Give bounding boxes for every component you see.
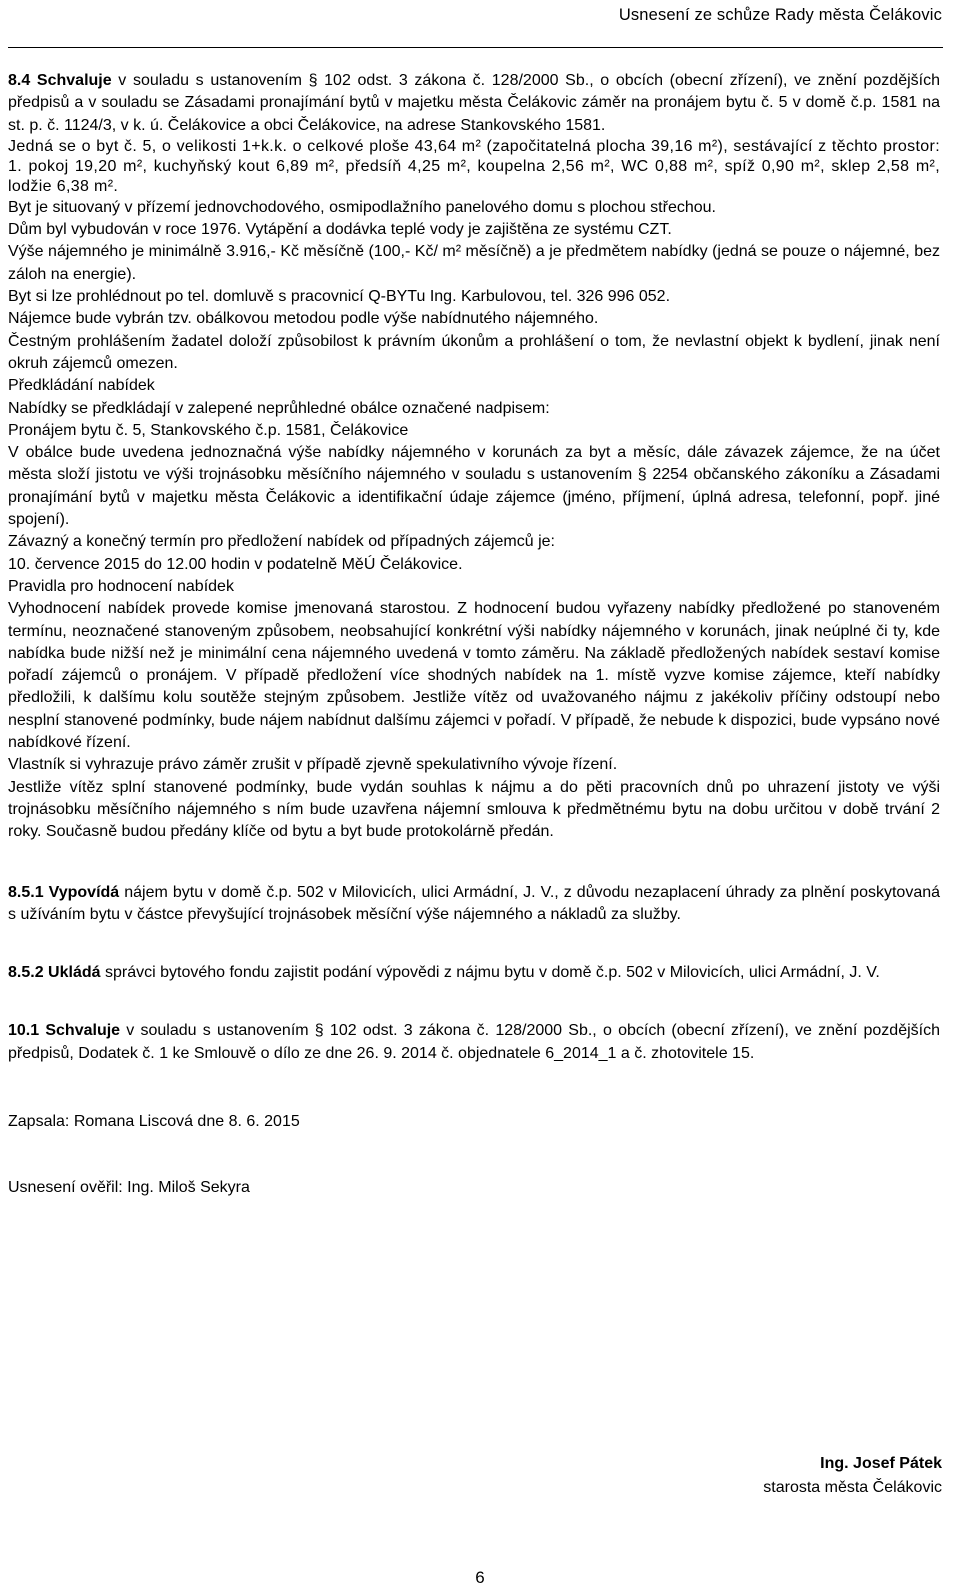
header-divider [8,47,943,48]
document-header-title: Usnesení ze schůze Rady města Čelákovic [618,6,942,24]
resolution-text: správci bytového fondu zajistit podání výpovědi z nájmu bytu v domě č.p. 502 v Milovicích, ulici Armádní, J. V. [104,964,880,982]
rent-amount: Výše nájemného je minimálně 3.916,- Kč měsíčně (100,- Kč/ m² měsíčně) a je předmětem nabídky (jedná se pouze o nájemné, bez záloh na energie). [8,243,940,283]
resolution-intro: v souladu s ustanovením § 102 odst. 3 zákona č. 128/2000 Sb., o obcích (obecní zřízení), ve znění pozdějších předpisů a v souladu se Zásadami pronajímání bytů v majetku města Čelákovic záměr na pronájem bytu č. 5 v domě č.p. 1581 na st. p. č. 1124/3, v k. ú. Čelákovice a obci Čelákovice, na adrese Stankovského 1581. [8,72,941,134]
resolution-keyword: Vypovídá [48,883,120,901]
building-description: Byt je situovaný v přízemí jednovchodového, osmipodlažního panelového domu s plochou střechou. [8,198,716,216]
resolution-10-1 [8,1020,940,1065]
resolution-8-5-1 [8,882,940,927]
signature-block [763,1452,942,1500]
deadline-date: 10. července 2015 do 12.00 hodin v podatelně MěÚ Čelákovice. [8,555,463,573]
resolution-number: 8.4 [8,72,31,89]
recorded-by: Zapsala: Romana Liscová dne 8. 6. 2015 [8,1112,300,1130]
building-year-heating: Dům byl vybudován v roce 1976. Vytápění a dodávka teplé vody je zajištěna ze systému CZT. [8,221,672,239]
deadline-intro: Závazný a konečný termín pro předložení nabídek od případných zájemců je: [8,533,555,551]
resolution-keyword: Schvaluje [45,1022,121,1040]
evaluation-rules: Vyhodnocení nabídek provede komise jmenovaná starostou. Z hodnocení budou vyřazeny nabídky předložené po stanoveném termínu, neoznačené stanoveným způsobem, neobsahující konkrétní výši nabídky nájemného v korunách, jinak neúplné či ty, kde nabídka bude nižší než je minimální cena nájemného uvedená v tomto záměru. Na základě předložených nabídek sestaví komise pořadí zájemců o pronájem. V případě předložení více shodných nabídek na 1. místě vyzve komise zájemce, kteří nabídky předložili, k dalšímu kolu soutěže stejným způsobem. Jestliže vítěz od uvažovaného nájmu z jakékoliv příčiny odstoupí nebo nesplní stanovené podmínky, bude nájem nabídnut dalšímu zájemci v pořadí. V případě, že nebude k dispozici, bude vypsáno nové nabídkové řízení. [8,600,940,752]
owner-reservation: Vlastník si vyhrazuje právo záměr zrušit v případě zjevně spekulativního vývoje řízení. [8,756,618,774]
resolution-8-4 [8,70,940,137]
resolution-number: 10.1 [8,1022,40,1040]
page-number: 6 [475,1568,485,1587]
resolution-8-5-2 [8,962,940,984]
verified-by: Usnesení ověřil: Ing. Miloš Sekyra [8,1179,250,1197]
resolution-body [8,70,940,1200]
offers-intro: Nabídky se předkládají v zalepené neprůhledné obálce označené nadpisem: [8,399,550,417]
offers-envelope-label: Pronájem bytu č. 5, Stankovského č.p. 1581, Čelákovice [8,421,409,439]
envelope-contents: V obálce bude uvedena jednoznačná výše nabídky nájemného v korunách za byt a měsíc, dále závazek zájemce, že na účet města složí jistotu ve výši trojnásobku měsíčního nájemného v souladu s ustanovením § 2254 občanského zákoníku a Zásadami pronajímání bytů v majetku města Čelákovic a identifikační údaje zájemce (jméno, příjmení, úplná adresa, telefonní, popř. jiné spojení). [8,444,940,529]
resolution-number: 8.5.2 [8,964,44,982]
flat-details: Jedná se o byt č. 5, o velikosti 1+k.k. o celkové ploše 43,64 m² (započitatelná plocha 39,16 m²), sestávající z těchto prostor: 1. pokoj 19,20 m², kuchyňský kout 6,89 m², předsíň 4,25 m², koupelna 2,56 m², WC 0,88 m², spíž 0,90 m², sklep 2,58 m², lodžie 6,38 m². [8,137,940,195]
offers-heading: Předkládání nabídek [8,377,155,395]
rules-heading: Pravidla pro hodnocení nabídek [8,577,234,595]
signatory-title: starosta města Čelákovic [763,1479,942,1496]
resolution-keyword: Ukládá [48,964,101,982]
winner-conditions: Jestliže vítěz splní stanovené podmínky, bude vydán souhlas k nájmu a do pěti pracovních dnů po uhrazení jistoty ve výši trojnásobku měsíčního nájemného s ním bude uzavřena nájemní smlouva k předmětnému bytu na dobu určitou v době trvání 2 roky. Současně budou předány klíče od bytu a byt bude protokolárně předán. [8,778,940,841]
resolution-text: nájem bytu v domě č.p. 502 v Milovicích, ulici Armádní, J. V., z důvodu nezaplacení úhrady za plnění poskytovaná s užíváním bytu v částce převyšující trojnásobek měsíční výše nájemného a nákladů za služby. [8,883,941,923]
resolution-text: v souladu s ustanovením § 102 odst. 3 zákona č. 128/2000 Sb., o obcích (obecní zřízení), ve znění pozdějších předpisů, Dodatek č. 1 ke Smlouvě o dílo ze dne 26. 9. 2014 č. objednatele 6_2014_1 a č. zhotovitele 15. [8,1022,940,1062]
resolution-keyword: Schvaluje [36,72,112,89]
signatory-name: Ing. Josef Pátek [820,1455,942,1472]
tenant-selection: Nájemce bude vybrán tzv. obálkovou metodou podle výše nabídnutého nájemného. [8,310,599,328]
resolution-number: 8.5.1 [8,883,44,901]
honest-declaration: Čestným prohlášením žadatel doloží způsobilost k právním úkonům a prohlášení o tom, že nevlastní objekt k bydlení, jinak není okruh zájemců omezen. [8,332,940,372]
viewing-contact: Byt si lze prohlédnout po tel. domluvě s pracovnicí Q-BYTu Ing. Karbulovou, tel. 326 996 052. [8,288,671,306]
